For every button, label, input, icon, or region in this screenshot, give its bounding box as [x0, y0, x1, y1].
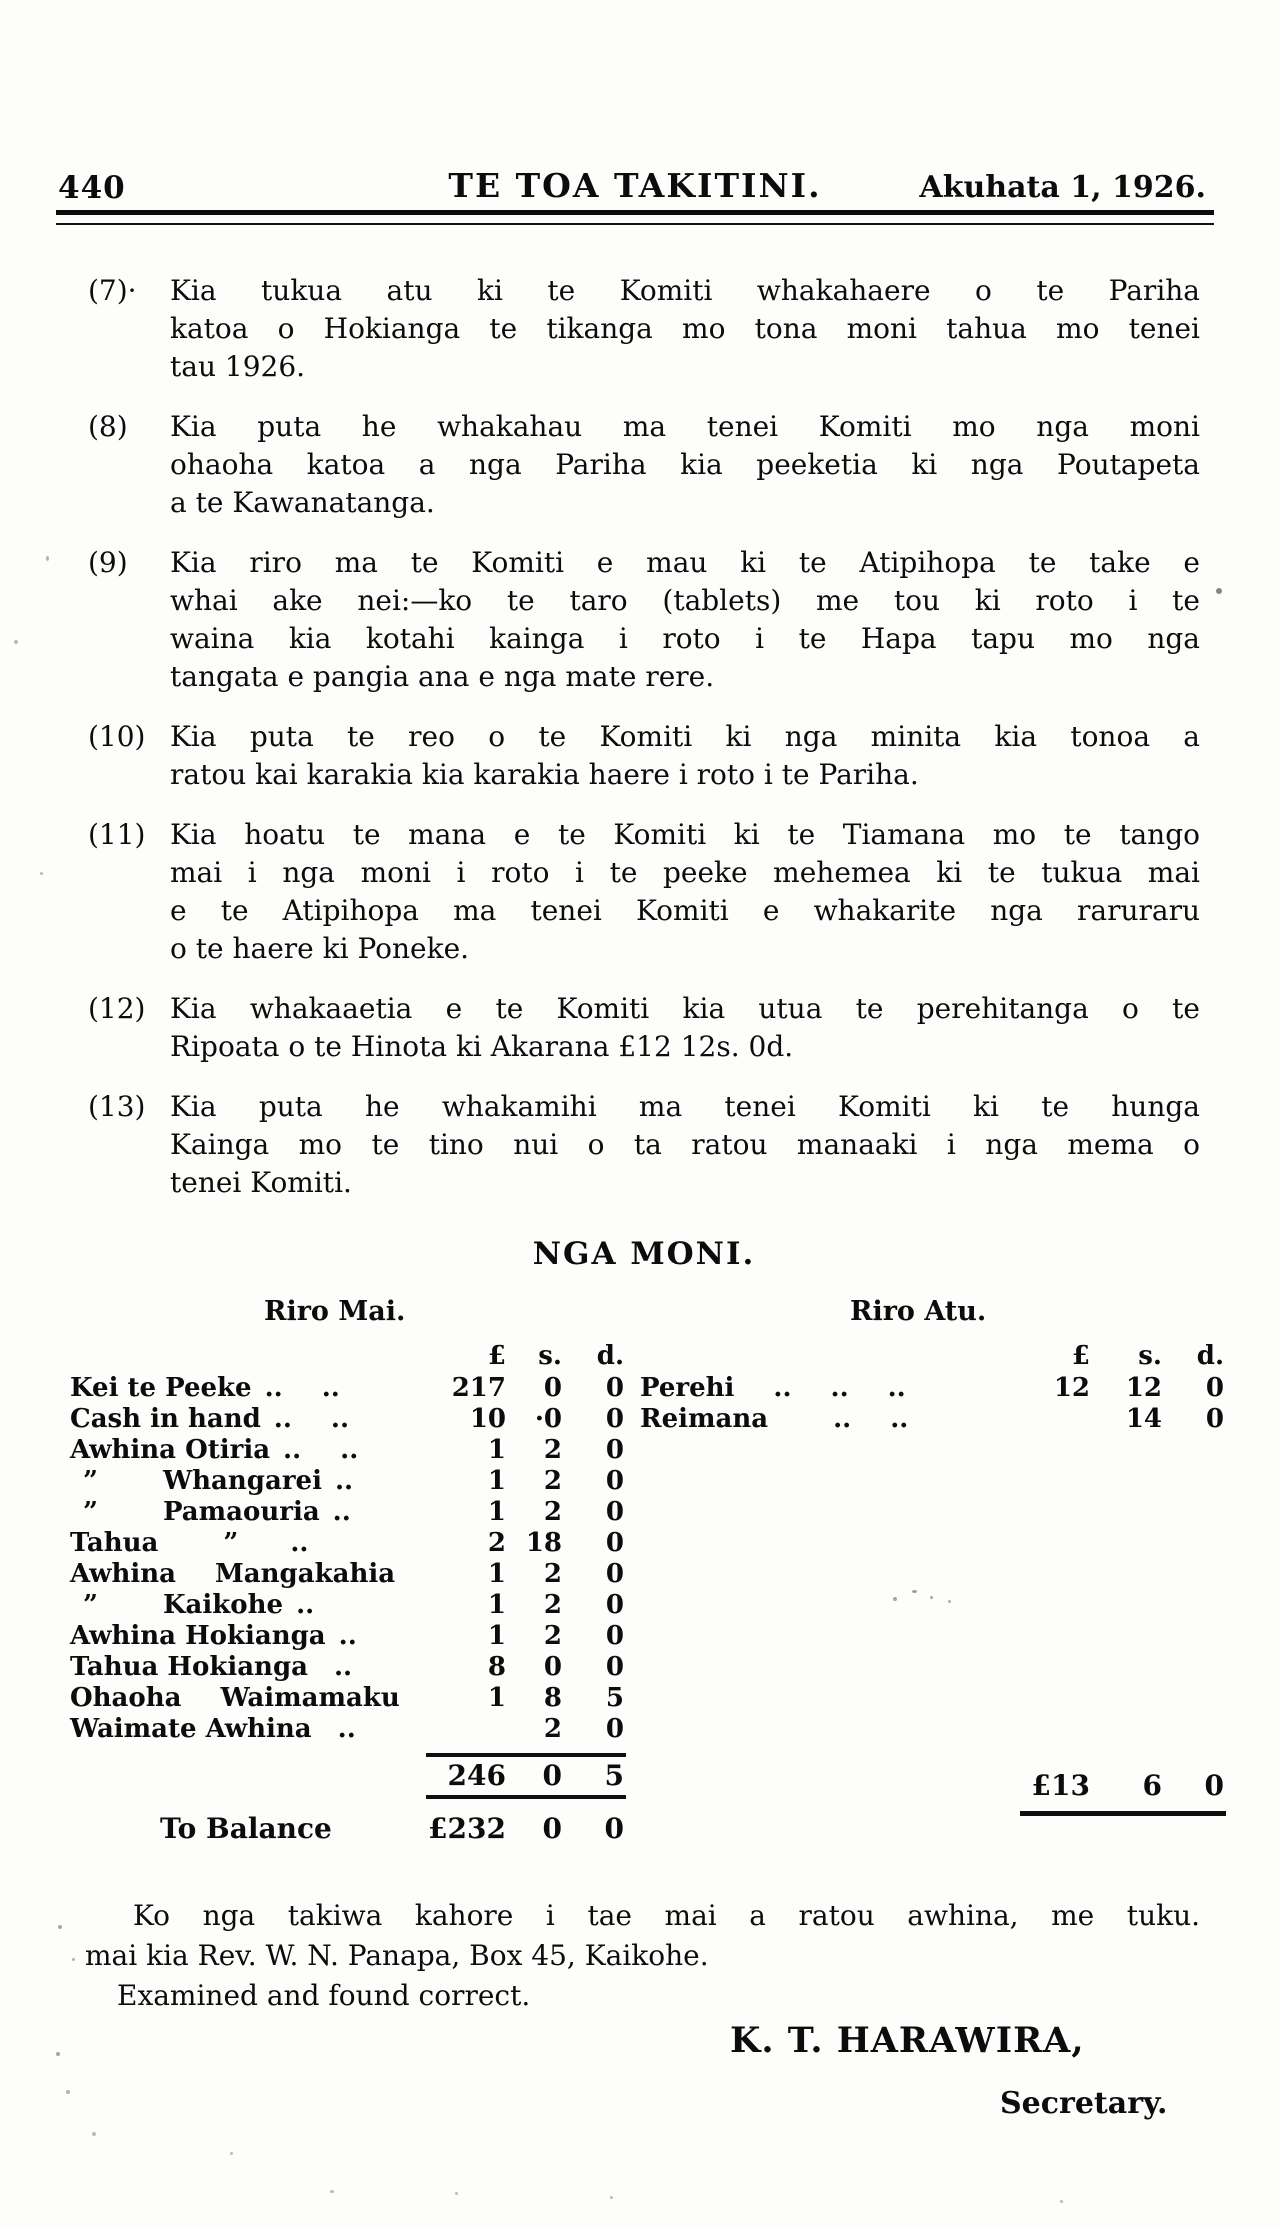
paragraph-line: whai ake nei:—ko te taro (tablets) me tou ki roto i te — [170, 584, 1200, 617]
table-row — [70, 1621, 626, 1652]
row-shillings: 2 — [543, 1714, 562, 1744]
pounds-header: £ — [1071, 1341, 1090, 1371]
row-shillings: ·0 — [534, 1404, 562, 1434]
paragraph-line: ratou kai karakia kia karakia haere i roto i te Pariha. — [170, 758, 919, 791]
row-shillings: 2 — [543, 1466, 562, 1496]
paragraph-text — [170, 718, 1200, 794]
ink-speckle — [56, 2052, 60, 2056]
row-pence: 0 — [605, 1621, 624, 1651]
page-number: 440 — [58, 170, 126, 206]
receipts-table — [70, 1296, 626, 1847]
paragraph-line: Kia whakaaetia e te Komiti kia utua te perehitanga o te — [170, 992, 1200, 1025]
paragraph-line: mai i nga moni i roto i te peeke mehemea ki te tukua mai — [170, 856, 1200, 889]
ink-speckle — [330, 2190, 334, 2193]
row-shillings: 2 — [543, 1590, 562, 1620]
shillings-header: s. — [538, 1341, 562, 1371]
row-label: Tahua Hokianga .. — [70, 1652, 353, 1682]
ink-speckle — [72, 1958, 75, 1961]
table-row — [70, 1373, 626, 1404]
payments-table — [640, 1296, 1226, 1816]
resolution-paragraph-10 — [88, 718, 1200, 794]
paragraph-line: o te haere ki Poneke. — [170, 932, 470, 965]
footer-note-line: mai kia Rev. W. N. Panapa, Box 45, Kaikohe. — [85, 1939, 709, 1972]
balance-row — [70, 1811, 626, 1847]
empty-header-cell — [70, 1339, 420, 1373]
row-pounds — [420, 1714, 506, 1745]
row-pence: 0 — [605, 1404, 624, 1434]
paragraph-number: (12) — [88, 992, 146, 1025]
total-shillings: 0 — [542, 1759, 562, 1792]
ink-speckle — [930, 1596, 933, 1599]
row-pence: 0 — [1205, 1404, 1224, 1434]
paragraph-line: katoa o Hokianga te tikanga mo tona moni tahua mo tenei — [170, 312, 1200, 345]
shillings-header: s. — [1138, 1341, 1162, 1371]
row-shillings: 14 — [1125, 1404, 1162, 1434]
ink-speckle — [610, 2196, 613, 2199]
row-pounds: 1 — [487, 1435, 506, 1465]
row-label: Awhina Mangakahia — [70, 1559, 396, 1589]
footer-note-line: Examined and found correct. — [117, 1979, 531, 2012]
row-shillings: 2 — [543, 1559, 562, 1589]
paragraph-line: Kia tukua atu ki te Komiti whakahaere o te Pariha — [170, 274, 1200, 307]
balance-label: To Balance — [160, 1812, 332, 1845]
row-pounds: 12 — [1053, 1373, 1090, 1403]
payments-title: Riro Atu. — [850, 1296, 987, 1327]
paragraph-line: Kia riro ma te Komiti e mau ki te Atipihopa te take e — [170, 546, 1200, 579]
paragraph-line: tangata e pangia ana e nga mate rere. — [170, 660, 715, 693]
row-pence: 0 — [605, 1714, 624, 1744]
table-row — [70, 1466, 626, 1497]
paragraph-text — [170, 272, 1200, 386]
row-label: ” Kaikohe .. — [70, 1590, 315, 1620]
issue-date: Akuhata 1, 1926. — [919, 170, 1206, 205]
row-pence: 0 — [605, 1528, 624, 1558]
paragraph-number: (7)· — [88, 274, 137, 307]
empty-cell — [640, 1767, 940, 1805]
row-pounds — [940, 1404, 1090, 1435]
ink-speckle — [46, 556, 49, 561]
paragraph-number: (9) — [88, 546, 128, 579]
pounds-header: £ — [487, 1341, 506, 1371]
empty-cell — [70, 1757, 420, 1795]
row-pence: 0 — [605, 1559, 624, 1589]
row-shillings: 2 — [543, 1621, 562, 1651]
receipts-title: Riro Mai. — [264, 1296, 406, 1327]
receipts-total-rule-bottom — [426, 1795, 626, 1799]
resolutions-section — [88, 272, 1200, 1224]
row-pence: 0 — [605, 1497, 624, 1527]
total-pence: 5 — [604, 1759, 624, 1792]
receipts-rows — [70, 1373, 626, 1745]
row-pounds: 10 — [469, 1404, 506, 1434]
ink-speckle — [66, 2090, 70, 2094]
row-shillings: 0 — [543, 1373, 562, 1403]
row-label: Tahua ” .. — [70, 1528, 309, 1558]
row-shillings: 2 — [543, 1497, 562, 1527]
paragraph-line: e te Atipihopa ma tenei Komiti e whakarite nga raruraru — [170, 894, 1200, 927]
paragraph-line: Kia puta he whakahau ma tenei Komiti mo nga moni — [170, 410, 1200, 443]
resolution-paragraph-7 — [88, 272, 1200, 386]
payments-column-headers — [640, 1339, 1226, 1373]
row-label: Cash in hand .. .. — [70, 1404, 350, 1434]
payments-rows — [640, 1373, 1226, 1435]
row-label: Perehi .. .. .. — [640, 1373, 906, 1403]
row-pence: 0 — [605, 1435, 624, 1465]
paragraph-number: (10) — [88, 720, 146, 753]
ink-speckle — [14, 640, 18, 644]
payments-total-rule — [1020, 1811, 1226, 1816]
row-pence: 0 — [1205, 1373, 1224, 1403]
resolution-paragraph-13 — [88, 1088, 1200, 1202]
money-section-heading: NGA MONI. — [532, 1236, 756, 1272]
paragraph-text — [170, 408, 1200, 522]
total-pence: 0 — [1204, 1769, 1224, 1802]
ink-speckle — [912, 1590, 917, 1593]
ink-speckle — [92, 2132, 96, 2136]
ink-speckle — [40, 872, 43, 875]
row-label: Kei te Peeke .. .. — [70, 1373, 340, 1403]
payments-total-row — [640, 1767, 1226, 1805]
paragraph-text — [170, 990, 1200, 1066]
total-pounds: 246 — [447, 1759, 506, 1792]
paragraph-line: tenei Komiti. — [170, 1166, 352, 1199]
pence-header: d. — [1196, 1341, 1224, 1371]
signature-role: Secretary. — [1000, 2086, 1168, 2121]
paragraph-line: Kainga mo te tino nui o ta ratou manaaki i nga mema o — [170, 1128, 1200, 1161]
row-pounds: 217 — [451, 1373, 506, 1403]
row-shillings: 0 — [543, 1652, 562, 1682]
paragraph-line: ohaoha katoa a nga Pariha kia peeketia ki nga Poutapeta — [170, 448, 1200, 481]
ink-speckle — [948, 1600, 951, 1603]
paragraph-line: waina kia kotahi kainga i roto i te Hapa tapu mo nga — [170, 622, 1200, 655]
row-pounds: 1 — [487, 1466, 506, 1496]
payments-spacer — [640, 1435, 1226, 1767]
resolution-paragraph-12 — [88, 990, 1200, 1066]
paragraph-number: (8) — [88, 410, 128, 443]
balance-pence: 0 — [604, 1812, 624, 1845]
paragraph-line: tau 1926. — [170, 350, 306, 383]
paragraph-line: Kia puta te reo o te Komiti ki nga minita kia tonoa a — [170, 720, 1200, 753]
receipts-total-row — [70, 1757, 626, 1795]
paragraph-line: Ripoata o te Hinota ki Akarana £12 12s. 0d. — [170, 1030, 794, 1063]
ink-speckle — [455, 2192, 458, 2195]
table-row — [70, 1714, 626, 1745]
resolution-paragraph-11 — [88, 816, 1200, 968]
paragraph-line: Kia hoatu te mana e te Komiti ki te Tiamana mo te tango — [170, 818, 1200, 851]
row-label: Awhina Hokianga .. — [70, 1621, 357, 1651]
ink-speckle — [1060, 2200, 1063, 2203]
paragraph-text — [170, 816, 1200, 968]
ink-speckle — [1216, 588, 1222, 594]
row-label: Awhina Otiria .. .. — [70, 1435, 359, 1465]
footer-note — [85, 1896, 1200, 2016]
row-pounds: 1 — [487, 1497, 506, 1527]
table-row — [70, 1528, 626, 1559]
row-shillings: 12 — [1125, 1373, 1162, 1403]
row-shillings: 8 — [543, 1683, 562, 1713]
total-pounds: £13 — [1031, 1769, 1090, 1802]
row-label: ” Pamaouria .. — [70, 1497, 351, 1527]
paragraph-text — [170, 1088, 1200, 1202]
header-rule-top — [56, 210, 1214, 215]
row-pounds: 1 — [487, 1590, 506, 1620]
balance-pounds: £232 — [428, 1812, 506, 1845]
paragraph-line: a te Kawanatanga. — [170, 486, 435, 519]
ink-speckle — [58, 1925, 62, 1929]
table-row — [70, 1652, 626, 1683]
balance-shillings: 0 — [542, 1812, 562, 1845]
paragraph-number: (11) — [88, 818, 146, 851]
empty-header-cell — [640, 1339, 940, 1373]
row-pounds: 1 — [487, 1621, 506, 1651]
masthead-title: TE TOA TAKITINI. — [448, 166, 822, 205]
row-shillings: 2 — [543, 1435, 562, 1465]
row-label: Ohaoha Waimamaku — [70, 1683, 400, 1713]
paragraph-line: Kia puta he whakamihi ma tenei Komiti ki te hunga — [170, 1090, 1200, 1123]
table-row — [70, 1404, 626, 1435]
row-pounds: 8 — [487, 1652, 506, 1682]
row-label: Reimana .. .. — [640, 1404, 909, 1434]
row-pence: 0 — [605, 1590, 624, 1620]
footer-note-line: Ko nga takiwa kahore i tae mai a ratou awhina, me tuku. — [133, 1899, 1200, 1932]
table-row — [70, 1559, 626, 1590]
ink-speckle — [230, 2152, 233, 2155]
paragraph-number: (13) — [88, 1090, 146, 1123]
row-pence: 0 — [605, 1652, 624, 1682]
total-shillings: 6 — [1142, 1769, 1162, 1802]
row-pence: 5 — [605, 1683, 624, 1713]
table-row — [640, 1404, 1226, 1435]
header-rule-bottom — [56, 223, 1214, 225]
resolution-paragraph-8 — [88, 408, 1200, 522]
table-row — [70, 1590, 626, 1621]
row-label: Waimate Awhina .. — [70, 1714, 356, 1744]
table-row — [70, 1683, 626, 1714]
table-row — [70, 1497, 626, 1528]
row-label: ” Whangarei .. — [70, 1466, 354, 1496]
table-row — [640, 1373, 1226, 1404]
receipts-column-headers — [70, 1339, 626, 1373]
row-pounds: 1 — [487, 1683, 506, 1713]
row-pence: 0 — [605, 1466, 624, 1496]
ink-speckle — [893, 1597, 897, 1601]
paragraph-text — [170, 544, 1200, 696]
resolution-paragraph-9 — [88, 544, 1200, 696]
row-pence: 0 — [605, 1373, 624, 1403]
row-pounds: 2 — [487, 1528, 506, 1558]
row-shillings: 18 — [525, 1528, 562, 1558]
table-row — [70, 1435, 626, 1466]
signature: K. T. HARAWIRA, — [730, 2020, 1085, 2061]
row-pounds: 1 — [487, 1559, 506, 1589]
pence-header: d. — [596, 1341, 624, 1371]
